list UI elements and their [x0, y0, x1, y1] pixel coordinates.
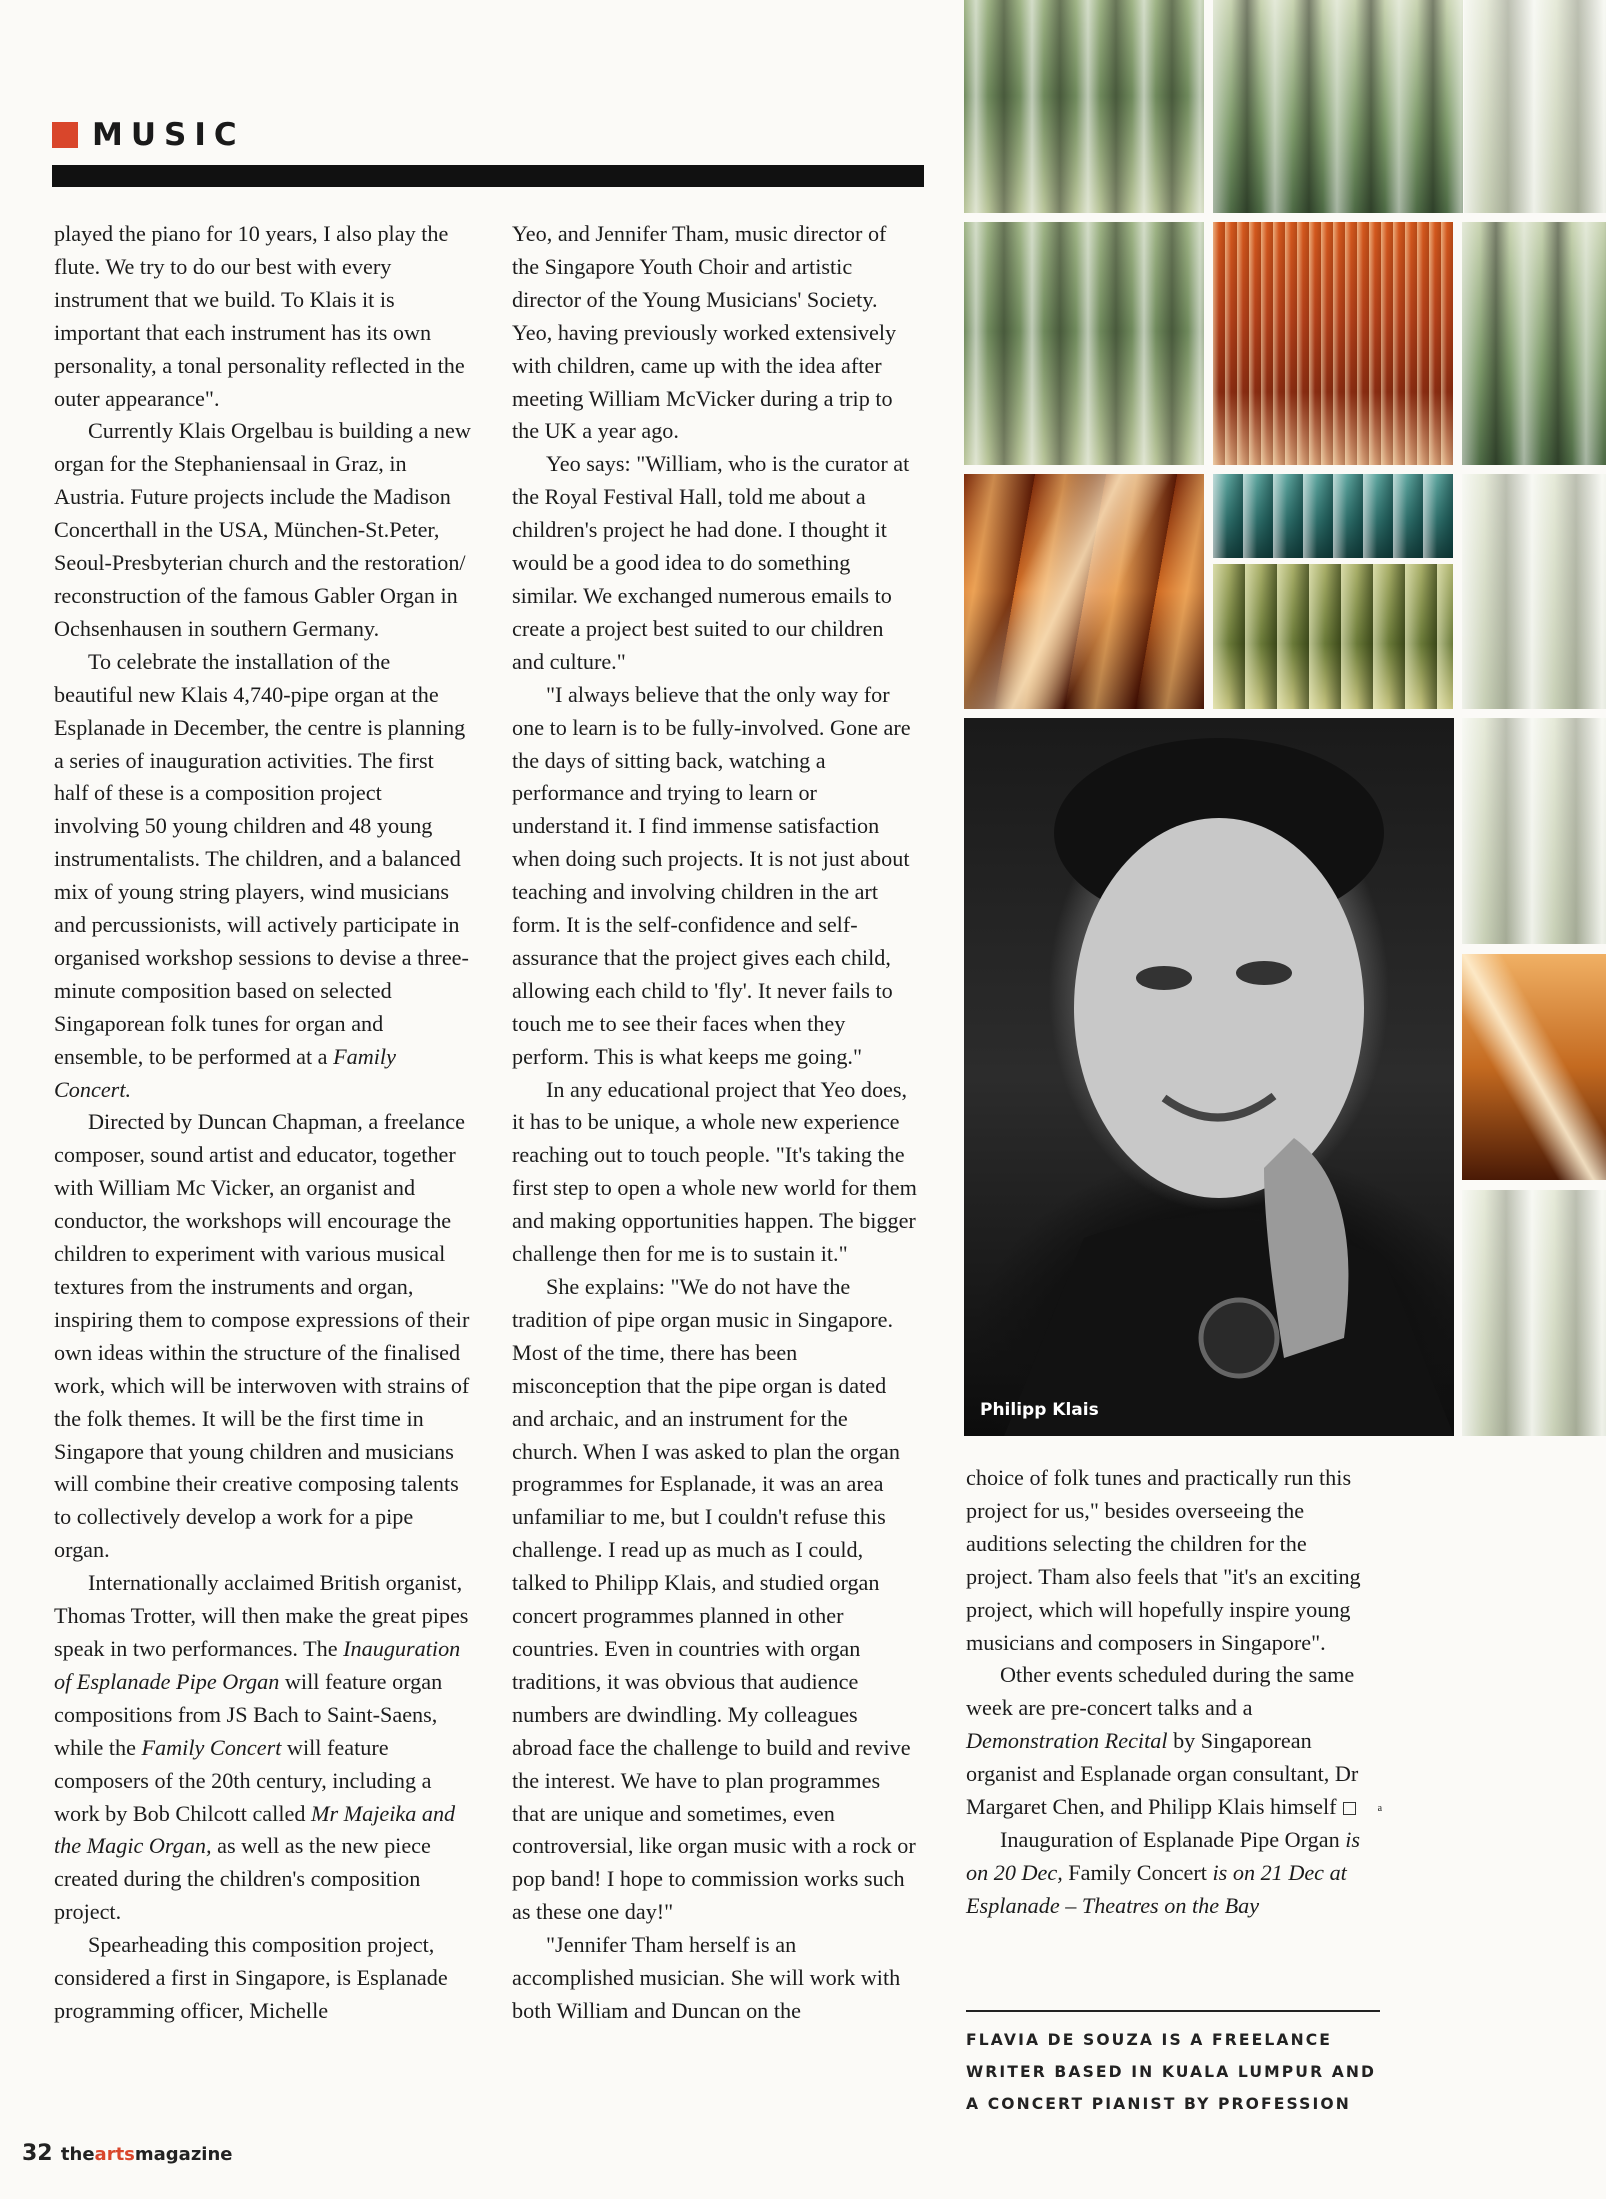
paragraph: Yeo, and Jennifer Tham, music director of the Singapore Youth Choir and artistic director of the Young Musicians' Society. Yeo, having previously worked extensively with children, came up with the idea after meeting William McVicker during a trip to the UK a year ago.: [512, 221, 897, 444]
paragraph: Yeo says: "William, who is the curator at the Royal Festival Hall, told me about a children's project he had done. I thought it would be a good idea to do something similar. We exchanged numerous emails to create a project best suited to our children and culture.": [512, 451, 910, 674]
organ-pipes-photo: [964, 474, 1204, 709]
paragraph: Directed by Duncan Chapman, a freelance composer, sound artist and educator, together with William Mc Vicker, an organist and conductor, the workshops will encourage the children to experiment with various musical textures from the instruments and organ, inspiring them to compose expressions of their own ideas within the structure of the finalised work, which will be interwoven with strains of the folk themes. It will be the first time in Singapore that young children and musicians will combine their creative composing talents to collectively develop a work for a pipe organ.: [54, 1109, 470, 1563]
author-bio: FLAVIA DE SOUZA IS A FREELANCE WRITER BASED IN KUALA LUMPUR AND A CONCERT PIANIST BY PROFESSION: [966, 2031, 1377, 2113]
concert-hall-organ-photo: [1213, 222, 1453, 465]
magazine-name: theartsmagazine: [60, 2144, 233, 2165]
page-number: 32: [22, 2141, 53, 2166]
organ-pipes-photo: [1464, 0, 1606, 213]
paragraph: choice of folk tunes and practically run this project for us," besides overseeing the auditions selecting the children for the project. Tham also feels that "it's an exciting project, which will hopefully inspire young musicians and composers in Singapore".: [966, 1465, 1361, 1655]
text-column-1: [54, 218, 472, 2028]
organ-pipes-photo: [1213, 474, 1453, 558]
organ-pipes-photo: [1462, 474, 1606, 709]
organ-pipes-photo: [1462, 954, 1606, 1180]
organ-pipes-photo: [964, 222, 1204, 465]
text-column-2: [512, 218, 918, 2028]
organ-pipes-photo: [1213, 564, 1453, 709]
organ-pipes-photo: [1462, 222, 1606, 465]
paragraph: Spearheading this composition project, considered a first in Singapore, is Esplanade programming officer, Michelle: [54, 1932, 448, 2023]
photo-caption: Philipp Klais: [980, 1400, 1099, 1420]
family-concert-title: Family Concert.: [54, 1043, 396, 1102]
bio-rule: [966, 2010, 1380, 2012]
paragraph: "Jennifer Tham herself is an accomplished musician. She will work with both William and Duncan on the: [512, 1932, 901, 2023]
paragraph: Other events scheduled during the same week are pre-concert talks and a Demonstration Recital by Singaporean organist and Esplanade organ consultant, Dr Margaret Chen, and Philipp Klais himself a: [966, 1662, 1383, 1820]
paragraph: Internationally acclaimed British organist, Thomas Trotter, will then make the great pipes speak in two performances. The Inauguration of Esplanade Pipe Organ will feature organ compositions from JS Bach to Saint-Saens, while the Family Concert will feature composers of the 20th century, including a work by Bob Chilcott called Mr Majeika and the Magic Organ, as well as the new piece created during the children's composition project.: [54, 1570, 469, 1925]
philipp-klais-portrait: [964, 718, 1454, 1436]
organ-pipes-photo: [964, 0, 1204, 213]
paragraph: She explains: "We do not have the tradition of pipe organ music in Singapore. Most of the time, there has been misconception that the pipe organ is dated and archaic, and an instrument for the church. When I was asked to plan the organ programmes for Esplanade, it was an area unfamiliar to me, but I couldn't refuse this challenge. I read up as much as I could, talked to Philipp Klais, and studied organ concert programmes planned in other countries. Even in countries with organ traditions, it was obvious that audience numbers are dwindling. My colleagues abroad face the challenge to build and revive the interest. We have to plan programmes that are unique and sometimes, even controversial, like organ music with a rock or pop band! I hope to commission works such as these one day!": [512, 1274, 916, 1925]
paragraph: played the piano for 10 years, I also play the flute. We try to do our best with every instrument that we build. To Klais it is important that each instrument has its own personality, a tonal personality reflected in the outer appearance".: [54, 221, 465, 411]
text-column-3: [966, 1462, 1383, 1923]
header-rule: [52, 165, 924, 187]
section-marker-icon: [52, 122, 78, 148]
portrait-illustration: [964, 718, 1454, 1436]
paragraph: Currently Klais Orgelbau is building a new organ for the Stephaniensaal in Graz, in Austria. Future projects include the Madison Concerthall in the USA, München-St.Peter, Seoul-Presbyterian church and the restoration/ reconstruction of the famous Gabler Organ in Ochsenhausen in southern Germany.: [54, 418, 471, 641]
organ-pipes-photo: [1462, 718, 1606, 944]
event-info: Inauguration of Esplanade Pipe Organ is on 20 Dec, Family Concert is on 21 Dec at Esplanade – Theatres on the Bay: [966, 1826, 1361, 1918]
section-header: [52, 117, 245, 153]
organ-pipes-photo: [1213, 0, 1463, 213]
paragraph: "I always believe that the only way for one to learn is to be fully-involved. Gone are the days of sitting back, watching a performance and trying to learn or understand it. I find immense satisfaction when doing such projects. It is not just about teaching and involving children in the art form. It is the self-confidence and self-assurance that the project gives each child, allowing each child to 'fly'. It never fails to touch me to see their faces when they perform. This is what keeps me going.": [512, 681, 911, 1069]
paragraph: In any educational project that Yeo does, it has to be unique, a whole new experience reaching out to touch people. "It's taking the first step to open a whole new world for them and making opportunities happen. The bigger challenge then for me is to sustain it.": [512, 1076, 917, 1267]
page-footer: [22, 2141, 233, 2166]
paragraph: To celebrate the installation of the beautiful new Klais 4,740-pipe organ at the Esplanade in December, the centre is planning a series of inauguration activities. The first half of these is a composition project involving 50 young children and 48 young instrumentalists. The children, and a balanced mix of young string players, wind musicians and percussionists, will actively participate in organised workshop sessions to devise a three-minute composition based on selected Singaporean folk tunes for organ and ensemble, to be performed at a Family Concert.: [54, 648, 469, 1102]
section-title: MUSIC: [92, 117, 245, 153]
organ-pipes-photo: [1462, 1190, 1606, 1436]
end-mark-icon: a: [1343, 1802, 1356, 1815]
